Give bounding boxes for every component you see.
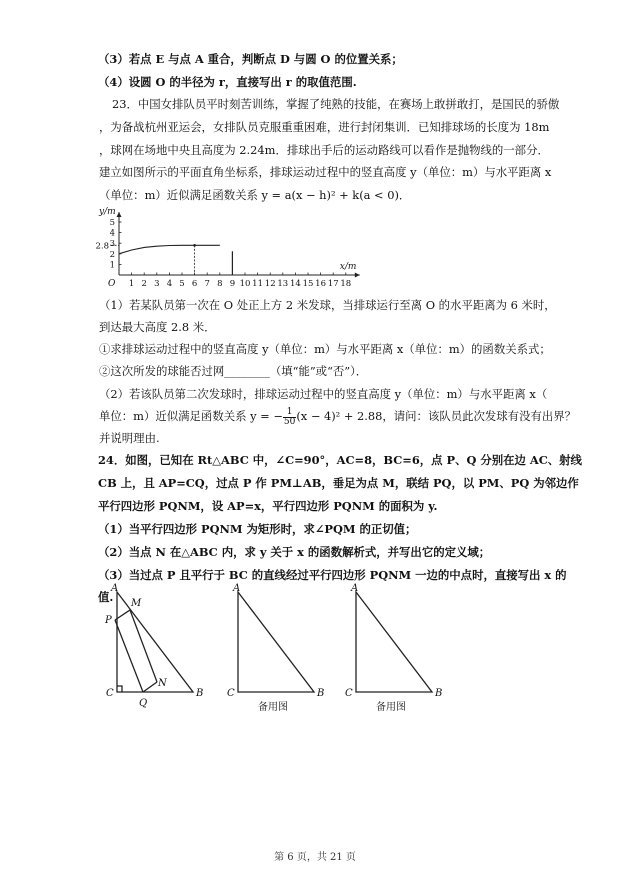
x-tick-label: 6: [191, 279, 198, 288]
y-tick-label: 3: [109, 239, 115, 250]
right-angle-mark: [117, 686, 122, 692]
triangle-figure-main: [95, 582, 215, 712]
x-tick-label: 15: [302, 279, 314, 288]
fraction-numerator: 1: [283, 408, 296, 418]
x-tick-label: 11: [252, 279, 264, 288]
q24-part3-cont: 值.: [98, 590, 114, 604]
q23-part1-cont: 到达最大高度 2.8 米．: [99, 320, 216, 334]
label-m: M: [131, 598, 142, 609]
y-axis-arrow: [117, 212, 122, 217]
parabola-chart: [95, 195, 395, 288]
q23-line3: ，球网在场地中央且高度为 2.24m．排球出手后的运动路线可以看作是抛物线的一部分．: [99, 143, 549, 157]
triangle-spare-1: [238, 592, 314, 692]
x-tick-label: 14: [289, 279, 301, 288]
x-tick-label: 8: [217, 279, 223, 288]
label-b: B: [435, 688, 443, 699]
label-b: B: [317, 688, 325, 699]
fraction-denominator: 50: [283, 416, 296, 427]
formula-suffix: (x − 4)² + 2.88，请问：该队员此次发球有没有出界？: [296, 409, 577, 423]
q22-part4: （4）设圆 O 的半径为 r，直接写出 r 的取值范围.: [98, 75, 357, 89]
label-a: A: [351, 583, 359, 594]
q23-part1-i: ①求排球运动过程中的竖直高度 y（单位：m）与水平距离 x（单位：m）的函数关系式；: [99, 342, 551, 356]
vertex-point: [193, 244, 196, 247]
q24-part3: （3）当过点 P 且平行于 BC 的直线经过平行四边形 PQNM 一边的中点时，直接写出 x 的: [98, 568, 567, 582]
y-tick-label: 2: [109, 249, 115, 260]
q23-line2: ，为备战杭州亚运会，女排队员克服重重困难，进行封闭集训．已知排球场的长度为 18m: [99, 120, 550, 134]
x-tick-label: 2: [141, 279, 147, 288]
label-b: B: [196, 688, 204, 699]
x-tick-label: 16: [315, 279, 327, 288]
segment-mn: [130, 610, 157, 682]
label-c: C: [106, 688, 114, 699]
segment-qn: [143, 682, 157, 692]
x-tick-label: 10: [239, 279, 251, 288]
label-c: C: [227, 688, 235, 699]
origin-label: O: [108, 279, 116, 288]
label-p: P: [105, 615, 112, 626]
trajectory-curve: [119, 245, 220, 254]
y-axis-label: y/m: [99, 207, 116, 217]
spare-figure-label: 备用图: [258, 702, 288, 713]
x-tick-label: 5: [179, 279, 185, 288]
q24-part1: （1）当平行四边形 PQNM 为矩形时，求∠PQM 的正切值；: [98, 522, 417, 536]
x-axis-arrow: [355, 273, 360, 278]
q24-line2: CB 上，且 AP=CQ，过点 P 作 PM⊥AB，垂足为点 M，联结 PQ，以 PM、PQ 为邻边作: [98, 476, 579, 490]
q23-line4: 建立如图所示的平面直角坐标系，排球运动过程中的竖直高度 y（单位：m）与水平距离 x: [99, 165, 552, 179]
q24-line3: 平行四边形 PQNM，设 AP=x，平行四边形 PQNM 的面积为 y.: [98, 499, 438, 513]
y-extra-label: 2.8: [95, 241, 109, 252]
label-a: A: [233, 583, 241, 594]
label-q: Q: [139, 698, 148, 709]
label-a: A: [111, 583, 119, 594]
x-tick-label: 12: [264, 279, 276, 288]
x-axis-label: x/m: [339, 262, 357, 272]
y-tick-label: 4: [109, 228, 115, 239]
x-tick-label: 9: [229, 279, 236, 288]
q23-line5: （单位：m）近似满足函数关系 y = a(x − h)² + k(a < 0)．: [99, 188, 411, 202]
q23-part2-formula: [99, 405, 576, 427]
x-tick-label: 7: [204, 279, 210, 288]
x-tick-label: 18: [340, 279, 352, 288]
x-tick-label: 3: [154, 279, 160, 288]
q23-part1-ii: ②这次所发的球能否过网________（填“能”或“否”）．: [99, 364, 368, 378]
q22-part3: （3）若点 E 与点 A 重合，判断点 D 与圆 O 的位置关系；: [98, 52, 403, 66]
y-tick-label: 5: [109, 218, 115, 228]
q23-part1: （1）若某队员第一次在 O 处正上方 2 米发球，当排球运行至离 O 的水平距离为 6 米时，: [99, 298, 556, 312]
page-footer: 第 6 页，共 21 页: [274, 852, 356, 863]
triangle-spare-2: [356, 592, 432, 692]
q24-part2: （2）当点 N 在△ABC 内，求 y 关于 x 的函数解析式，并写出它的定义域；: [98, 545, 491, 559]
fraction: [283, 408, 296, 427]
q23-line1: 23．中国女排队员平时刻苦训练，掌握了纯熟的技能，在赛场上敢拼敢打，是国民的骄傲: [112, 97, 560, 111]
q23-part2: （2）若该队员第二次发球时，排球运动过程中的竖直高度 y（单位：m）与水平距离 x（: [99, 387, 548, 401]
triangle-figure-spare-2: [342, 582, 452, 717]
q24-line1: 24．如图，已知在 Rt△ABC 中，∠C=90°，AC=8，BC=6，点 P、Q 分别在边 AC、射线: [98, 453, 582, 467]
triangle-figure-spare-1: [224, 582, 334, 717]
formula-prefix: 单位：m）近似满足函数关系 y = −: [99, 409, 283, 423]
label-n: N: [158, 678, 167, 689]
x-tick-label: 17: [327, 279, 339, 288]
x-tick-label: 4: [166, 279, 173, 288]
x-tick-label: 13: [277, 279, 289, 288]
q23-part2-cont: 并说明理由.: [99, 431, 160, 445]
y-tick-label: 1: [109, 260, 115, 271]
spare-figure-label: 备用图: [376, 702, 406, 713]
x-tick-label: 1: [128, 279, 135, 288]
segment-pq: [115, 620, 143, 692]
label-c: C: [345, 688, 353, 699]
